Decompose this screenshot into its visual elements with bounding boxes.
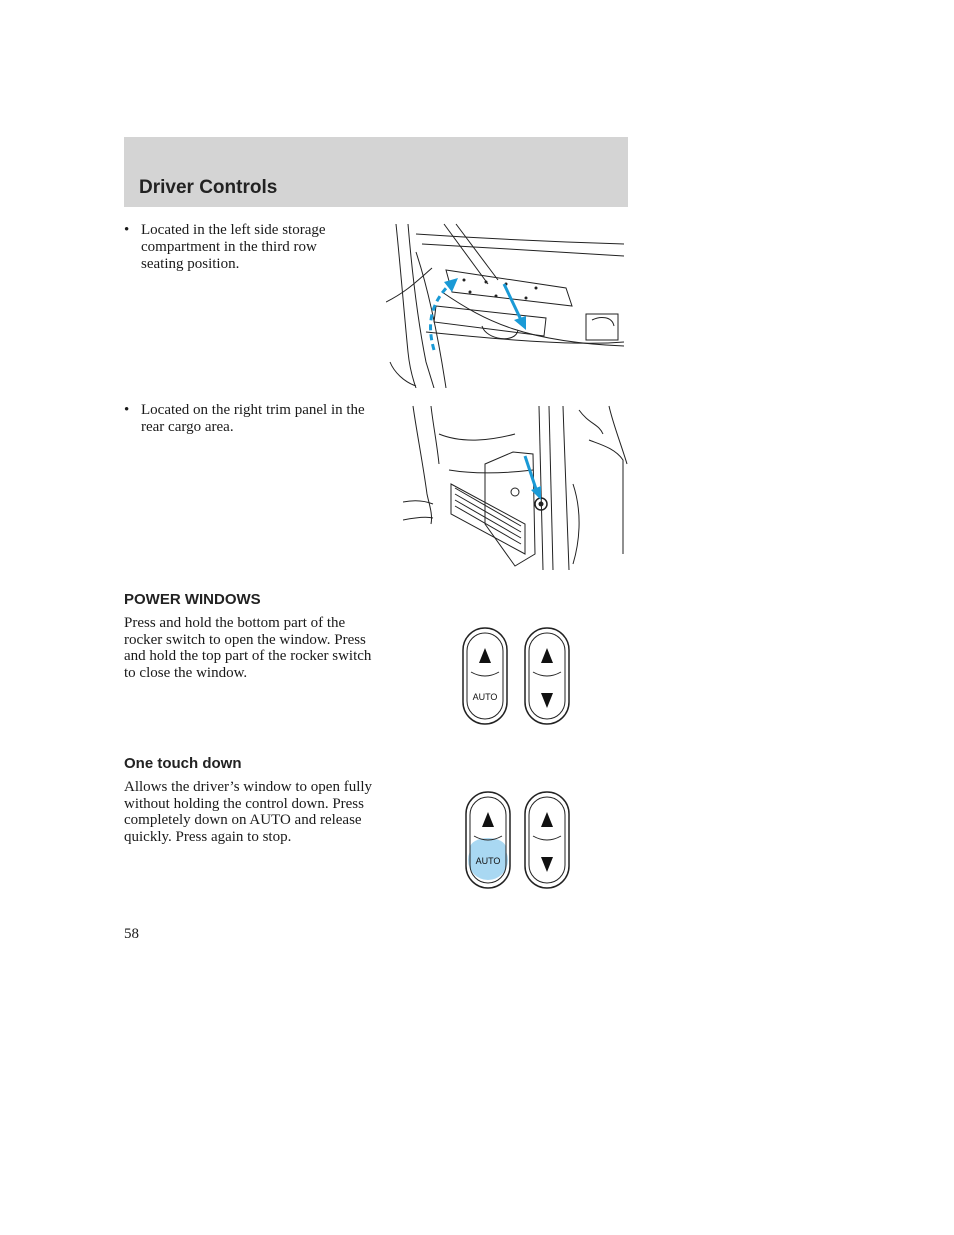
trim-panel-illustration <box>403 404 629 570</box>
auto-switch <box>463 628 507 724</box>
section-heading-one-touch-down: One touch down <box>124 755 242 772</box>
bullet-marker: • <box>124 222 130 238</box>
storage-compartment-illustration <box>386 222 626 388</box>
bullet-text: Located in the left side storage compartment in the third row seating position. <box>141 222 326 272</box>
window-switch-illustration <box>458 624 576 728</box>
page-number: 58 <box>124 926 139 942</box>
auto-label: AUTO <box>475 856 501 866</box>
bullet-marker: • <box>124 402 130 418</box>
window-switch <box>525 628 569 724</box>
window-switch <box>525 792 569 888</box>
section-header <box>124 137 628 207</box>
section-heading-power-windows: POWER WINDOWS <box>124 591 261 608</box>
bullet-text: Located on the right trim panel in the rear cargo area. <box>141 402 365 435</box>
section-title: Driver Controls <box>139 177 278 198</box>
auto-label: AUTO <box>472 692 498 702</box>
power-windows-body: Press and hold the bottom part of the rocker switch to open the window. Press and hold the top part of the rocker switch to close the window. <box>124 615 372 681</box>
auto-switch-pressed-illustration <box>458 788 576 892</box>
one-touch-down-body: Allows the driver’s window to open fully without holding the control down. Press completely down on AUTO and release quickly. Press again to stop. <box>124 779 373 845</box>
auto-switch-highlighted <box>466 792 510 888</box>
